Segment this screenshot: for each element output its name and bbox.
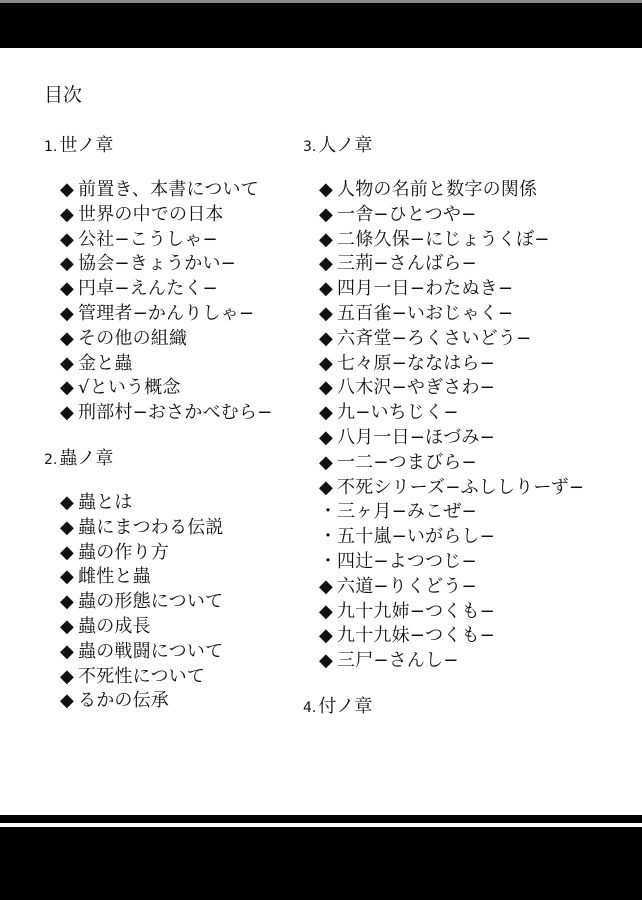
- toc-entry: [60, 541, 272, 566]
- toc-entry-text: 雌性と蟲: [78, 566, 151, 588]
- toc-entry-text: √という概念: [78, 377, 181, 399]
- toc-entry-text: 蟲の成長: [78, 615, 151, 637]
- toc-entry-text: 蟲にまつわる伝説: [78, 516, 224, 538]
- diamond-bullet-icon: ◆: [319, 327, 334, 349]
- toc-entry: [319, 376, 584, 401]
- right-column: [303, 133, 584, 719]
- toc-entry-text: るかの伝承: [78, 690, 169, 712]
- toc-entry-text: 管理者−かんりしゃ−: [78, 302, 255, 324]
- diamond-bullet-icon: ◆: [319, 575, 334, 597]
- chapter-title: 世ノ章: [59, 135, 114, 156]
- diamond-bullet-icon: ◆: [60, 203, 75, 225]
- toc-entry: [319, 600, 584, 625]
- diamond-bullet-icon: ◆: [319, 600, 334, 622]
- toc-entry-text: 五百雀−いおじゃく−: [337, 302, 514, 324]
- toc-entry-text: 一舎−ひとつや−: [337, 203, 477, 225]
- diamond-bullet-icon: ◆: [319, 625, 334, 647]
- bottom-thin-bar: [0, 815, 642, 823]
- toc-entry: [60, 277, 272, 302]
- toc-entry-text: 九−いちじく−: [337, 402, 459, 424]
- toc-entry: [319, 178, 584, 203]
- dot-bullet-icon: ・: [319, 550, 338, 572]
- toc-entry: [319, 228, 584, 253]
- diamond-bullet-icon: ◆: [319, 179, 334, 200]
- toc-entry: [319, 426, 584, 451]
- toc-entry-text: 九十九姉−つくも−: [337, 600, 495, 622]
- chapter-title: 付ノ章: [318, 695, 373, 717]
- toc-entry: [60, 203, 272, 228]
- toc-entry-text: 金と蟲: [78, 352, 133, 374]
- toc-entry: [60, 302, 272, 327]
- toc-entry: [60, 491, 272, 516]
- toc-entry-text: 六道−りくどう−: [337, 575, 477, 597]
- toc-entry: [319, 352, 584, 377]
- chapter-heading: [44, 446, 272, 471]
- chapter-number: 1.: [44, 139, 58, 155]
- diamond-bullet-icon: ◆: [60, 591, 75, 613]
- toc-entry-text: 七々原−ななはら−: [337, 352, 495, 374]
- chapter-heading: [44, 133, 272, 158]
- toc-entry-text: 蟲とは: [78, 491, 133, 513]
- toc-entry-text: 三荊−さんばら−: [337, 253, 477, 275]
- toc-entry: [319, 302, 584, 327]
- diamond-bullet-icon: ◆: [60, 402, 75, 424]
- toc-entry: [319, 550, 584, 575]
- toc-entry: [60, 228, 272, 253]
- chapter-item-list: [60, 178, 272, 426]
- diamond-bullet-icon: ◆: [319, 352, 334, 374]
- section-gap: [44, 426, 272, 446]
- toc-entry: [319, 476, 584, 501]
- toc-entry: [319, 451, 584, 476]
- chapter-item-list: [319, 178, 584, 674]
- diamond-bullet-icon: ◆: [60, 278, 75, 300]
- toc-entry-text: 刑部村−おさかべむら−: [78, 402, 273, 424]
- toc-entry: [60, 516, 272, 541]
- dot-bullet-icon: ・: [319, 526, 338, 548]
- toc-entry-text: 五十嵐−いがらし−: [337, 526, 495, 548]
- chapter-title: 蟲ノ章: [59, 447, 114, 469]
- section-gap: [303, 674, 584, 694]
- toc-entry: [319, 277, 584, 302]
- dot-bullet-icon: ・: [319, 501, 338, 523]
- diamond-bullet-icon: ◆: [60, 228, 75, 250]
- diamond-bullet-icon: ◆: [319, 426, 334, 448]
- diamond-bullet-icon: ◆: [60, 327, 75, 349]
- diamond-bullet-icon: ◆: [60, 377, 75, 399]
- toc-entry-text: 蟲の形態について: [78, 591, 224, 613]
- toc-entry-text: 四辻−よつつじ−: [337, 550, 477, 572]
- diamond-bullet-icon: ◆: [60, 253, 75, 275]
- toc-entry: [60, 401, 272, 426]
- bottom-thick-bar: [0, 827, 642, 900]
- toc-entry: [319, 203, 584, 228]
- diamond-bullet-icon: ◆: [319, 476, 334, 498]
- toc-entry-text: 不死性について: [78, 665, 206, 687]
- left-column: [44, 133, 272, 714]
- toc-entry: [60, 590, 272, 615]
- toc-entry-text: 八月一日−ほづみ−: [337, 426, 495, 448]
- diamond-bullet-icon: ◆: [60, 491, 75, 513]
- diamond-bullet-icon: ◆: [60, 516, 75, 538]
- toc-entry: [319, 624, 584, 649]
- diamond-bullet-icon: ◆: [60, 690, 75, 712]
- diamond-bullet-icon: ◆: [319, 228, 334, 250]
- toc-entry-text: 公社−こうしゃ−: [78, 228, 218, 250]
- toc-entry: [319, 327, 584, 352]
- diamond-bullet-icon: ◆: [60, 640, 75, 662]
- toc-entry-text: その他の組織: [78, 327, 188, 349]
- toc-entry-text: 円卓−えんたく−: [78, 278, 218, 300]
- chapter-number: 4.: [303, 699, 317, 716]
- toc-entry-text: 三ヶ月−みこぜ−: [337, 501, 477, 523]
- diamond-bullet-icon: ◆: [60, 566, 75, 588]
- toc-entry: [60, 640, 272, 665]
- toc-entry: [60, 252, 272, 277]
- toc-entry: [60, 689, 272, 714]
- toc-entry-text: 一二−つまびら−: [337, 451, 477, 473]
- diamond-bullet-icon: ◆: [319, 302, 334, 324]
- toc-entry-text: 二條久保−にじょうくぼ−: [337, 228, 550, 250]
- toc-entry-text: 蟲の作り方: [78, 541, 169, 563]
- diamond-bullet-icon: ◆: [319, 377, 334, 399]
- toc-entry-text: 人物の名前と数字の関係: [337, 179, 538, 200]
- diamond-bullet-icon: ◆: [60, 615, 75, 637]
- diamond-bullet-icon: ◆: [319, 253, 334, 275]
- diamond-bullet-icon: ◆: [60, 352, 75, 374]
- chapter-heading: [303, 694, 584, 719]
- diamond-bullet-icon: ◆: [60, 665, 75, 687]
- toc-entry-text: 前置き、本書について: [78, 179, 259, 200]
- toc-entry-text: 蟲の戦闘について: [78, 640, 224, 662]
- toc-entry: [319, 575, 584, 600]
- toc-entry: [60, 352, 272, 377]
- diamond-bullet-icon: ◆: [60, 541, 75, 563]
- toc-entry: [60, 376, 272, 401]
- toc-entry-text: 六斉堂−ろくさいどう−: [337, 327, 532, 349]
- top-black-bar: [0, 0, 642, 48]
- chapter-item-list: [60, 491, 272, 714]
- toc-entry: [319, 252, 584, 277]
- toc-entry-text: 三尸−さんし−: [337, 650, 459, 672]
- diamond-bullet-icon: ◆: [319, 203, 334, 225]
- toc-entry: [319, 649, 584, 674]
- diamond-bullet-icon: ◆: [60, 179, 75, 200]
- chapter-number: 3.: [303, 139, 317, 155]
- page-title: 目次: [44, 84, 83, 106]
- diamond-bullet-icon: ◆: [319, 402, 334, 424]
- diamond-bullet-icon: ◆: [60, 302, 75, 324]
- toc-entry: [60, 178, 272, 203]
- chapter-heading: [303, 133, 584, 158]
- toc-entry: [319, 525, 584, 550]
- chapter-number: 2.: [44, 451, 58, 468]
- chapter-title: 人ノ章: [318, 135, 373, 156]
- toc-entry-text: 不死シリーズ−ふししりーず−: [337, 476, 585, 498]
- diamond-bullet-icon: ◆: [319, 451, 334, 473]
- toc-entry-text: 協会−きょうかい−: [78, 253, 236, 275]
- toc-entry: [60, 665, 272, 690]
- toc-entry-text: 八木沢−やぎさわ−: [337, 377, 495, 399]
- toc-entry-text: 四月一日−わたぬき−: [337, 278, 514, 300]
- toc-entry: [60, 565, 272, 590]
- diamond-bullet-icon: ◆: [319, 650, 334, 672]
- toc-entry-text: 九十九妹−つくも−: [337, 625, 495, 647]
- diamond-bullet-icon: ◆: [319, 278, 334, 300]
- toc-entry: [60, 615, 272, 640]
- toc-entry: [319, 401, 584, 426]
- toc-entry: [60, 327, 272, 352]
- toc-entry-text: 世界の中での日本: [78, 203, 224, 225]
- toc-entry: [319, 500, 584, 525]
- bottom-black-bars: [0, 815, 642, 900]
